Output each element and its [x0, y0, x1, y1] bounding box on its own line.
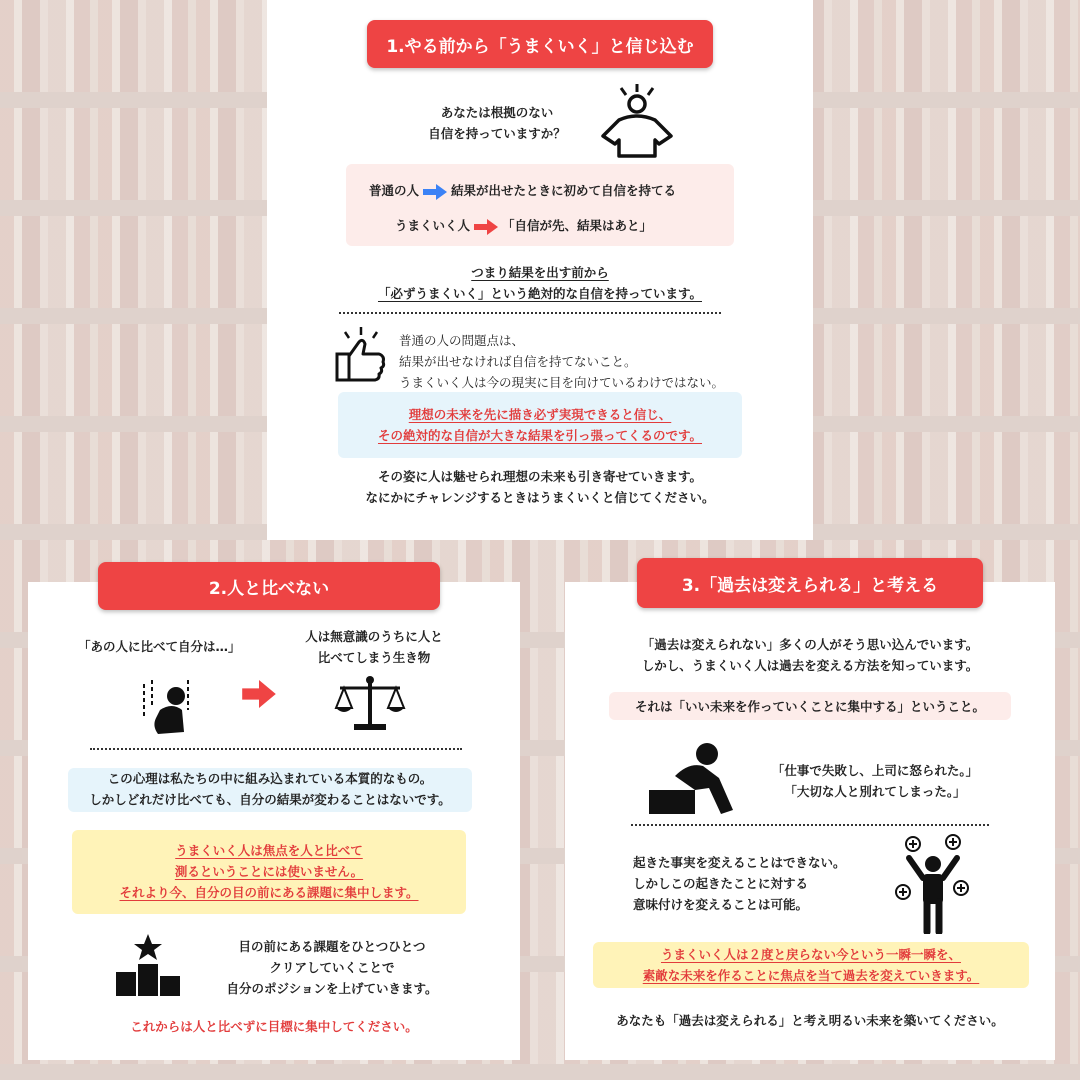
- section3-key: それは「いい未来を作っていくことに集中する」ということ。: [634, 699, 985, 714]
- section3-intro: 「過去は変えられない」多くの人がそう思い込んでいます。 しかし、うまくいく人は過去を変える方法を知っています。: [641, 637, 979, 673]
- confident-person-icon: [597, 82, 677, 160]
- section3-highlight: うまくいく人は２度と戻らない今という一瞬一瞬を、 素敵な未来を作ることに焦点を当て過去を変えていきます。: [642, 947, 980, 983]
- section3-examples: 「仕事で失敗し、上司に怒られた。」 「大切な人と別れてしまった。」: [771, 763, 979, 799]
- section1-question: あなたは根拠のない 自信を持っていますか？: [428, 105, 566, 141]
- section2-highlight: うまくいく人は焦点を人と比べて 測るということには使いません。 それより今、自分の目の前にある課題に集中します。: [119, 843, 419, 900]
- comparison-row-successful: うまくいく人 「自信が先、結果はあと」: [395, 218, 653, 233]
- section3-panel: [565, 575, 1055, 1060]
- thumbs-up-icon: [333, 326, 389, 384]
- section2-panel: [28, 578, 520, 1060]
- section2-title: 2.人と比べない: [98, 562, 440, 610]
- section2-steps: 目の前にある課題をひとつひとつ クリアしていくことで 自分のポジションを上げていきます。: [226, 939, 438, 996]
- divider: [631, 824, 989, 826]
- section1-conclusion: つまり結果を出す前から 「必ずうまくいく」という絶対的な自信を持っています。: [377, 265, 702, 301]
- blue-arrow-icon: [423, 184, 447, 200]
- section2-quote: 「あの人に比べて自分は…」: [78, 639, 241, 654]
- depressed-person-icon: [138, 676, 198, 738]
- section1-panel: [267, 0, 813, 540]
- comparison-row-normal: 普通の人 結果が出せたときに初めて自信を持てる: [369, 183, 677, 198]
- divider: [90, 748, 462, 750]
- red-arrow-icon: [242, 680, 276, 708]
- red-arrow-icon: [474, 219, 498, 235]
- divider: [339, 312, 721, 314]
- section3-closing: あなたも「過去は変えられる」と考え明るい未来を築いてください。: [616, 1013, 1004, 1028]
- despair-person-icon: [647, 738, 741, 816]
- podium-star-icon: [114, 932, 182, 998]
- balance-scale-icon: [334, 674, 406, 734]
- section1-highlight: 理想の未来を先に描き必ず実現できると信じ、 その絶対的な自信が大きな結果を引っ張ってくるのです。: [377, 407, 702, 443]
- section3-facts: 起きた事実を変えることはできない。 しかしこの起きたことに対する 意味付けを変えることは可能。: [633, 855, 846, 912]
- section3-title: 3.「過去は変えられる」と考える: [637, 558, 983, 608]
- section1-problem: 普通の人の問題点は、 結果が出せなければ自信を持てないこと。 うまくいく人は今の現実に目を向けているわけではない。: [399, 333, 725, 390]
- section2-closing: これからは人と比べずに目標に集中してください。: [130, 1019, 418, 1034]
- section2-nature: 人は無意識のうちに人と 比べてしまう生き物: [305, 629, 443, 665]
- positive-person-icon: [895, 832, 971, 934]
- section1-closing: その姿に人は魅せられ理想の未来も引き寄せていきます。 なにかにチャレンジするときはうまくいくと信じてください。: [365, 469, 715, 505]
- section1-title: 1.やる前から「うまくいく」と信じ込む: [367, 20, 713, 68]
- section2-psychology: この心理は私たちの中に組み込まれている本質的なもの。 しかしどれだけ比べても、自分の結果が変わることはないです。: [89, 771, 451, 807]
